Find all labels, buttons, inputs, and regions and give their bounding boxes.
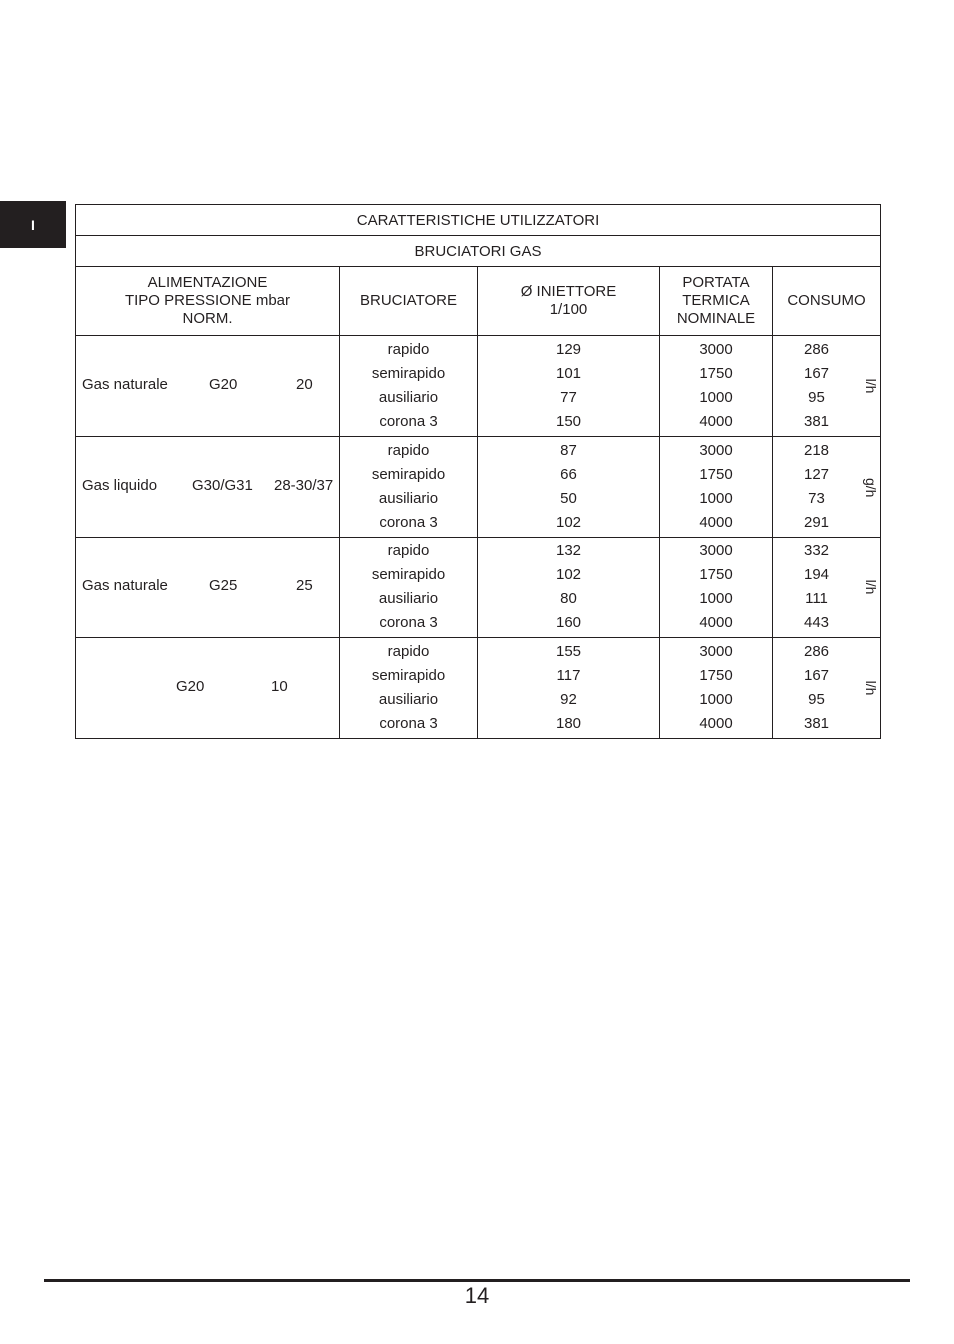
rating-value: 3000: [699, 643, 733, 661]
consumption-value: 218: [803, 441, 830, 459]
injector-value: 80: [560, 590, 577, 608]
rating-value: 1000: [699, 388, 733, 406]
gas-supply-cell: [76, 638, 340, 739]
injector-value: 50: [560, 489, 577, 507]
consumption-value: 332: [803, 542, 830, 560]
consumption-value: 443: [803, 614, 830, 632]
rating-header-line2: TERMICA: [682, 292, 750, 309]
supply-header: [76, 267, 340, 336]
injector-header: [478, 267, 660, 336]
burner-name: rapido: [387, 643, 430, 661]
rating-cell: [660, 537, 773, 638]
burner-cell: [340, 336, 478, 437]
burner-name: ausiliario: [378, 388, 439, 406]
injector-value: 129: [555, 340, 582, 358]
injector-value: 87: [560, 441, 577, 459]
consumption-value: 291: [803, 513, 830, 531]
injector-value: 155: [555, 643, 582, 661]
supply-header-line1: ALIMENTAZIONE: [147, 274, 268, 291]
rating-header-line3: NOMINALE: [676, 310, 756, 327]
rating-value: 4000: [699, 614, 733, 632]
burner-name: ausiliario: [378, 691, 439, 709]
injector-cell: [478, 638, 660, 739]
footer-rule: [44, 1279, 910, 1282]
rating-value: 3000: [699, 340, 733, 358]
burner-cell: [340, 638, 478, 739]
gas-pressure: 20: [296, 375, 313, 393]
consumption-cell: [773, 436, 881, 537]
rating-header: [660, 267, 773, 336]
consumption-unit: l/h: [863, 680, 879, 696]
consumption-value: 286: [803, 643, 830, 661]
rating-value: 3000: [699, 542, 733, 560]
table-title: CARATTERISTICHE UTILIZZATORI: [76, 205, 881, 236]
injector-header-line2: 1/100: [549, 301, 588, 318]
rating-value: 4000: [699, 513, 733, 531]
injector-value: 180: [555, 715, 582, 733]
burner-name: corona 3: [379, 614, 438, 632]
rating-value: 4000: [699, 412, 733, 430]
consumption-value: 127: [803, 465, 830, 483]
injector-cell: [478, 537, 660, 638]
consumption-cell: [773, 638, 881, 739]
injector-cell: [478, 336, 660, 437]
consumption-value: 381: [803, 715, 830, 733]
consumption-unit: g/h: [863, 477, 879, 498]
burner-cell: [340, 436, 478, 537]
injector-value: 66: [560, 465, 577, 483]
rating-cell: [660, 436, 773, 537]
rating-value: 3000: [699, 441, 733, 459]
consumption-cell: [773, 336, 881, 437]
gas-pressure: 10: [271, 678, 288, 696]
table-subtitle: BRUCIATORI GAS: [76, 236, 881, 267]
gas-supply-cell: [76, 537, 340, 638]
burner-name: rapido: [387, 340, 430, 358]
consumption-value: 111: [805, 590, 828, 608]
gas-supply-cell: [76, 436, 340, 537]
gas-group-row: [76, 436, 881, 537]
injector-value: 132: [555, 542, 582, 560]
injector-value: 160: [555, 614, 582, 632]
page-number: 14: [464, 1283, 490, 1308]
gas-type: G20: [176, 678, 205, 696]
injector-value: 102: [555, 513, 582, 531]
gas-pressure: 25: [296, 577, 313, 595]
burner-name: ausiliario: [378, 489, 439, 507]
rating-value: 1750: [699, 566, 733, 584]
burner-characteristics-table: [75, 204, 881, 739]
rating-value: 1750: [699, 667, 733, 685]
gas-type: G25: [209, 577, 238, 595]
supply-header-line2: TIPO PRESSIONE mbar: [124, 292, 291, 309]
consumption-cell: [773, 537, 881, 638]
burner-name: corona 3: [379, 715, 438, 733]
consumption-value: 381: [803, 412, 830, 430]
consumption-value: 286: [803, 340, 830, 358]
burner-name: semirapido: [371, 465, 446, 483]
rating-value: 1000: [699, 590, 733, 608]
gas-name: Gas naturale: [82, 375, 168, 393]
injector-value: 77: [560, 388, 577, 406]
burner-cell: [340, 537, 478, 638]
burner-name: semirapido: [371, 667, 446, 685]
burner-name: semirapido: [371, 566, 446, 584]
injector-value: 101: [555, 364, 582, 382]
rating-value: 1750: [699, 364, 733, 382]
language-tab: I: [0, 201, 66, 248]
consumption-value: 167: [803, 667, 830, 685]
consumption-value: 73: [808, 489, 825, 507]
gas-group-row: [76, 638, 881, 739]
injector-value: 102: [555, 566, 582, 584]
rating-cell: [660, 336, 773, 437]
rating-value: 1750: [699, 465, 733, 483]
burner-name: rapido: [387, 441, 430, 459]
injector-value: 150: [555, 412, 582, 430]
consumption-value: 95: [808, 691, 825, 709]
consumption-value: 194: [803, 566, 830, 584]
gas-pressure: 28-30/37: [274, 476, 334, 494]
gas-supply-cell: [76, 336, 340, 437]
burner-name: ausiliario: [378, 590, 439, 608]
gas-group-row: [76, 537, 881, 638]
rating-value: 1000: [699, 691, 733, 709]
burner-name: semirapido: [371, 364, 446, 382]
gas-name: Gas naturale: [82, 577, 168, 595]
gas-type: G30/G31: [192, 476, 253, 494]
rating-value: 4000: [699, 715, 733, 733]
consumption-value: 95: [808, 388, 825, 406]
burner-name: corona 3: [379, 513, 438, 531]
consumption-value: 167: [803, 364, 830, 382]
consumption-header: CONSUMO: [773, 267, 881, 336]
rating-cell: [660, 638, 773, 739]
supply-header-line3: NORM.: [182, 310, 233, 327]
injector-cell: [478, 436, 660, 537]
burner-header: BRUCIATORE: [340, 267, 478, 336]
consumption-unit: l/h: [863, 378, 879, 394]
consumption-unit: l/h: [863, 579, 879, 595]
gas-type: G20: [209, 375, 238, 393]
injector-value: 117: [556, 667, 581, 685]
injector-header-line1: Ø INIETTORE: [520, 283, 617, 300]
rating-header-line1: PORTATA: [682, 274, 750, 291]
burner-name: rapido: [387, 542, 430, 560]
rating-value: 1000: [699, 489, 733, 507]
gas-name: Gas liquido: [82, 476, 158, 494]
injector-value: 92: [560, 691, 577, 709]
gas-group-row: [76, 336, 881, 437]
burner-name: corona 3: [379, 412, 438, 430]
